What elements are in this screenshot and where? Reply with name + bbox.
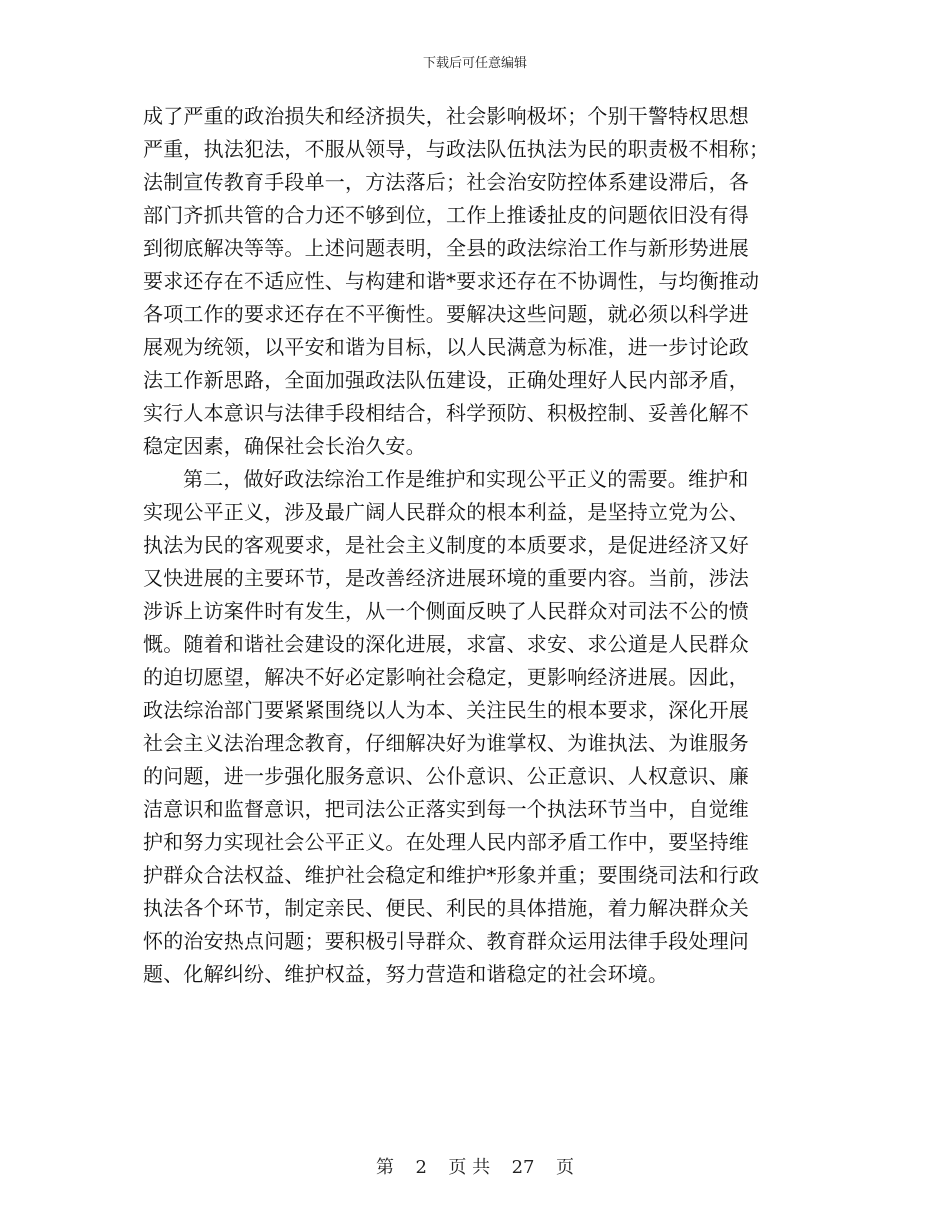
- paragraph-start-line: 第二，做好政法综治工作是维护和实现公平正义的需要。维护和: [183, 467, 749, 491]
- page-footer: [0, 1153, 950, 1179]
- text-line: 法工作新思路，全面加强政法队伍建设，正确处理好人民内部矛盾，: [143, 368, 749, 392]
- text-line: 成了严重的政治损失和经济损失，社会影响极坏；个别干警特权思想: [143, 104, 749, 128]
- text-line: 洁意识和监督意识，把司法公正落实到每一个执法环节当中，自觉维: [143, 797, 749, 821]
- text-line: 又快进展的主要环节，是改善经济进展环境的重要内容。当前，涉法: [143, 566, 749, 590]
- text-line: 慨。随着和谐社会建设的深化进展，求富、求安、求公道是人民群众: [143, 632, 749, 656]
- footer-suffix: 页: [555, 1157, 574, 1178]
- text-line: 实现公平正义，涉及最广阔人民群众的根本利益，是坚持立党为公、: [143, 500, 749, 524]
- document-body: [143, 100, 805, 991]
- text-line: 怀的治安热点问题；要积极引导群众、教育群众运用法律手段处理问: [143, 929, 749, 953]
- text-line: 部门齐抓共管的合力还不够到位，工作上推诿扯皮的问题依旧没有得: [143, 203, 749, 227]
- text-line: 法制宣传教育手段单一，方法落后；社会治安防控体系建设滞后，各: [143, 170, 749, 194]
- footer-middle: 页 共: [448, 1157, 491, 1178]
- text-line: 护和努力实现社会公平正义。在处理人民内部矛盾工作中，要坚持维: [143, 830, 749, 854]
- text-line: 稳定因素，确保社会长治久安。: [143, 434, 426, 458]
- text-line: 执法各个环节，制定亲民、便民、利民的具体措施，着力解决群众关: [143, 896, 749, 920]
- text-line: 要求还存在不适应性、与构建和谐*要求还存在不协调性，与均衡推动: [143, 269, 760, 293]
- text-line: 涉诉上访案件时有发生，从一个侧面反映了人民群众对司法不公的愤: [143, 599, 749, 623]
- text-line: 展观为统领，以平安和谐为目标，以人民满意为标准，进一步讨论政: [143, 335, 749, 359]
- text-line: 的问题，进一步强化服务意识、公仆意识、公正意识、人权意识、廉: [143, 764, 749, 788]
- text-line: 到彻底解决等等。上述问题表明，全县的政法综治工作与新形势进展: [143, 236, 749, 260]
- text-line: 执法为民的客观要求，是社会主义制度的本质要求，是促进经济又好: [143, 533, 749, 557]
- text-line: 的迫切愿望，解决不好必定影响社会稳定，更影响经济进展。因此，: [143, 665, 749, 689]
- page-header: 下载后可任意编辑: [422, 56, 527, 71]
- current-page-number: 2: [415, 1157, 427, 1178]
- text-line: 实行人本意识与法律手段相结合，科学预防、积极控制、妥善化解不: [143, 401, 749, 425]
- text-line: 题、化解纠纷、维护权益，努力营造和谐稳定的社会环境。: [143, 962, 669, 986]
- text-line: 严重，执法犯法，不服从领导，与政法队伍执法为民的职责极不相称；: [143, 137, 770, 161]
- text-line: 政法综治部门要紧紧围绕以人为本、关注民生的根本要求，深化开展: [143, 698, 749, 722]
- text-line: 社会主义法治理念教育，仔细解决好为谁掌权、为谁执法、为谁服务: [143, 731, 749, 755]
- text-line: 护群众合法权益、维护社会稳定和维护*形象并重；要围绕司法和行政: [143, 863, 760, 887]
- text-line: 各项工作的要求还存在不平衡性。要解决这些问题，就必须以科学进: [143, 302, 749, 326]
- total-page-count: 27: [511, 1157, 535, 1178]
- footer-prefix: 第: [376, 1157, 395, 1178]
